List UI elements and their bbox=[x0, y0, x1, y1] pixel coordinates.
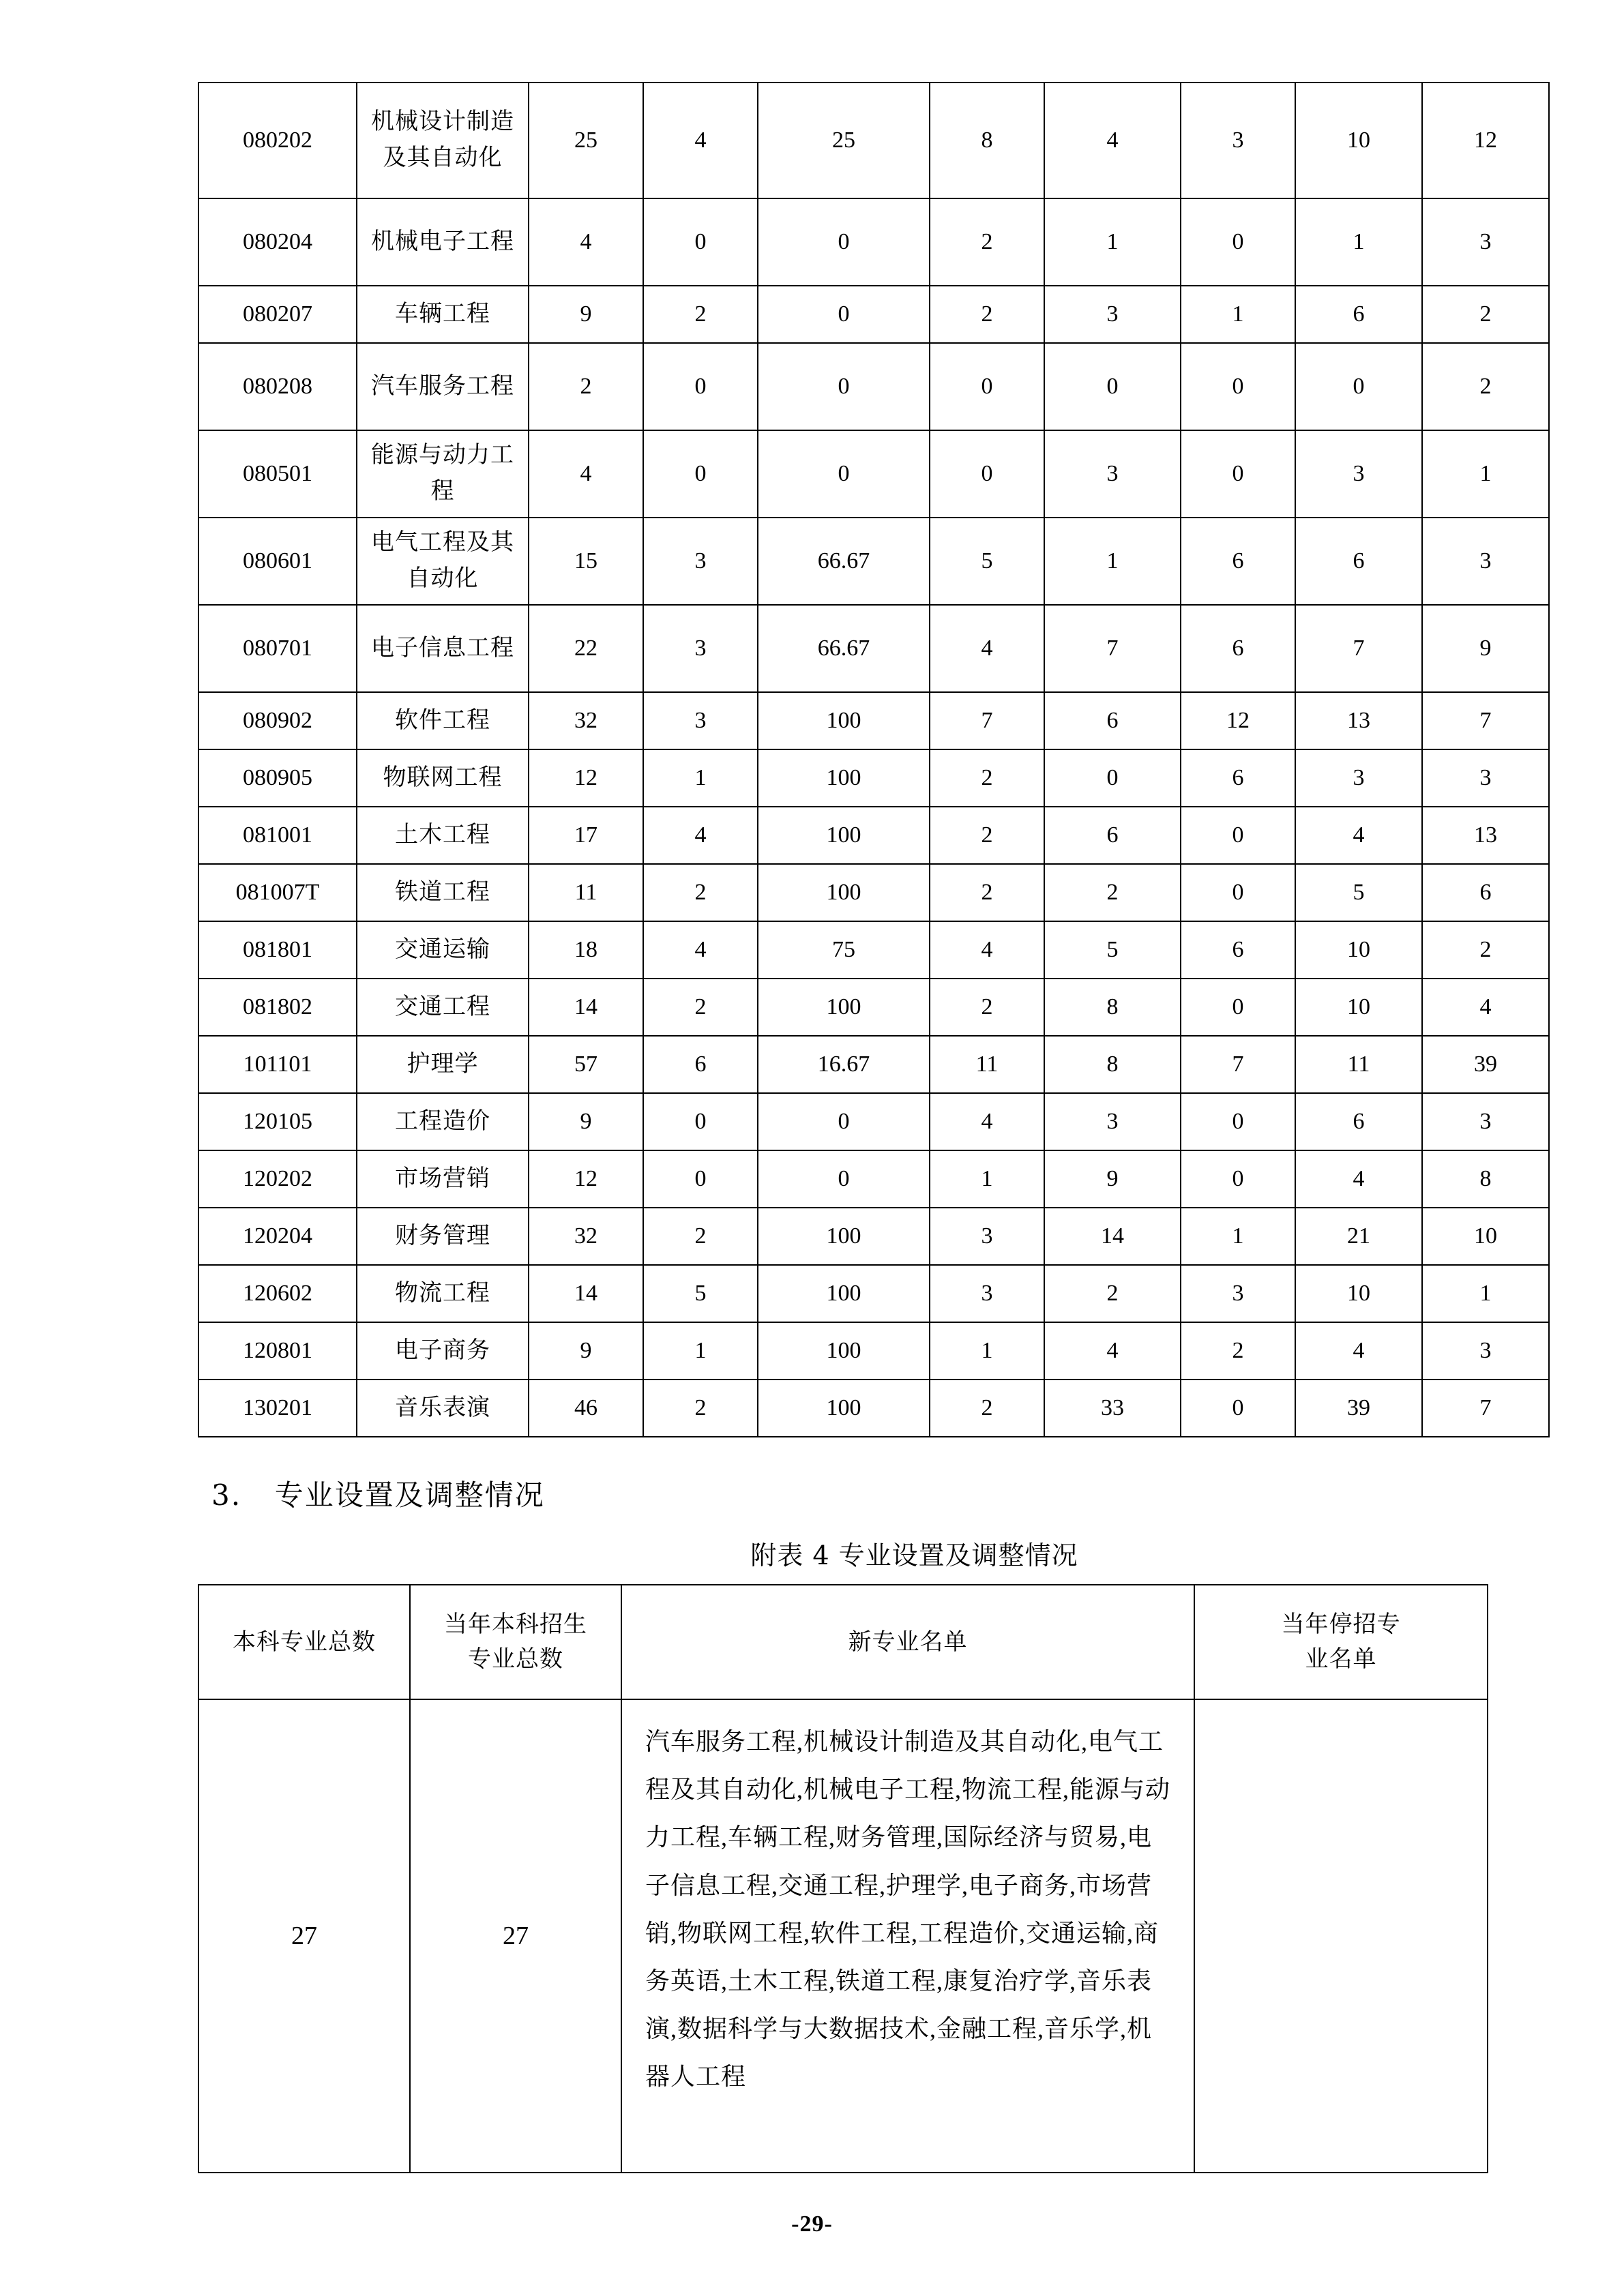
value-3: 100 bbox=[758, 807, 930, 864]
value-7: 10 bbox=[1295, 921, 1422, 979]
table-row bbox=[198, 198, 1549, 286]
value-4: 2 bbox=[930, 286, 1044, 343]
major-name: 交通工程 bbox=[357, 979, 529, 1036]
table-row bbox=[198, 1322, 1549, 1380]
value-4: 4 bbox=[930, 921, 1044, 979]
value-4: 2 bbox=[930, 807, 1044, 864]
major-name: 音乐表演 bbox=[357, 1380, 529, 1437]
value-5: 4 bbox=[1044, 1322, 1181, 1380]
value-8: 3 bbox=[1422, 518, 1549, 605]
value-6: 1 bbox=[1181, 286, 1295, 343]
table-row bbox=[198, 430, 1549, 518]
value-2: 0 bbox=[643, 198, 758, 286]
major-name: 交通运输 bbox=[357, 921, 529, 979]
major-name: 市场营销 bbox=[357, 1150, 529, 1208]
major-name: 机械设计制造及其自动化 bbox=[357, 83, 529, 198]
value-3: 100 bbox=[758, 864, 930, 921]
value-8: 2 bbox=[1422, 921, 1549, 979]
major-name: 财务管理 bbox=[357, 1208, 529, 1265]
value-4: 3 bbox=[930, 1265, 1044, 1322]
value-6: 6 bbox=[1181, 605, 1295, 692]
value-1: 57 bbox=[529, 1036, 643, 1093]
value-5: 2 bbox=[1044, 1265, 1181, 1322]
value-1: 17 bbox=[529, 807, 643, 864]
header-total-majors: 本科专业总数 bbox=[198, 1585, 410, 1699]
page-number: -29- bbox=[791, 2211, 833, 2237]
major-code: 080701 bbox=[198, 605, 357, 692]
value-3: 100 bbox=[758, 1322, 930, 1380]
value-7: 6 bbox=[1295, 286, 1422, 343]
value-8: 2 bbox=[1422, 343, 1549, 430]
value-2: 0 bbox=[643, 343, 758, 430]
value-7: 6 bbox=[1295, 518, 1422, 605]
major-name: 物联网工程 bbox=[357, 749, 529, 807]
value-3: 0 bbox=[758, 286, 930, 343]
value-3: 100 bbox=[758, 749, 930, 807]
table-row bbox=[198, 1208, 1549, 1265]
value-6: 0 bbox=[1181, 198, 1295, 286]
major-code: 120204 bbox=[198, 1208, 357, 1265]
value-7: 7 bbox=[1295, 605, 1422, 692]
section-number: 3. bbox=[211, 1478, 242, 1512]
value-7: 3 bbox=[1295, 749, 1422, 807]
value-3: 25 bbox=[758, 83, 930, 198]
value-7: 13 bbox=[1295, 692, 1422, 749]
value-2: 4 bbox=[643, 807, 758, 864]
value-6: 0 bbox=[1181, 864, 1295, 921]
value-6: 0 bbox=[1181, 343, 1295, 430]
value-3: 0 bbox=[758, 430, 930, 518]
value-4: 2 bbox=[930, 749, 1044, 807]
major-name: 物流工程 bbox=[357, 1265, 529, 1322]
value-8: 10 bbox=[1422, 1208, 1549, 1265]
table-row bbox=[198, 864, 1549, 921]
value-7: 3 bbox=[1295, 430, 1422, 518]
value-1: 9 bbox=[529, 286, 643, 343]
value-8: 8 bbox=[1422, 1150, 1549, 1208]
value-1: 32 bbox=[529, 692, 643, 749]
value-1: 32 bbox=[529, 1208, 643, 1265]
value-8: 3 bbox=[1422, 198, 1549, 286]
major-name: 机械电子工程 bbox=[357, 198, 529, 286]
major-code: 130201 bbox=[198, 1380, 357, 1437]
value-8: 7 bbox=[1422, 692, 1549, 749]
major-name: 铁道工程 bbox=[357, 864, 529, 921]
major-name: 工程造价 bbox=[357, 1093, 529, 1150]
major-name: 护理学 bbox=[357, 1036, 529, 1093]
value-6: 2 bbox=[1181, 1322, 1295, 1380]
value-4: 7 bbox=[930, 692, 1044, 749]
value-6: 7 bbox=[1181, 1036, 1295, 1093]
value-8: 13 bbox=[1422, 807, 1549, 864]
value-4: 2 bbox=[930, 198, 1044, 286]
majors-statistics-table bbox=[198, 82, 1550, 1437]
value-4: 4 bbox=[930, 1093, 1044, 1150]
value-8: 4 bbox=[1422, 979, 1549, 1036]
major-code: 080902 bbox=[198, 692, 357, 749]
table-row bbox=[198, 979, 1549, 1036]
value-1: 18 bbox=[529, 921, 643, 979]
value-2: 1 bbox=[643, 749, 758, 807]
major-code: 080501 bbox=[198, 430, 357, 518]
major-code: 080905 bbox=[198, 749, 357, 807]
value-2: 1 bbox=[643, 1322, 758, 1380]
value-2: 5 bbox=[643, 1265, 758, 1322]
major-name: 土木工程 bbox=[357, 807, 529, 864]
value-2: 2 bbox=[643, 979, 758, 1036]
value-7: 21 bbox=[1295, 1208, 1422, 1265]
value-1: 12 bbox=[529, 749, 643, 807]
value-4: 8 bbox=[930, 83, 1044, 198]
header-suspended-majors-line1: 当年停招专 bbox=[1281, 1612, 1401, 1637]
value-7: 11 bbox=[1295, 1036, 1422, 1093]
value-2: 2 bbox=[643, 286, 758, 343]
value-3: 66.67 bbox=[758, 605, 930, 692]
value-enrolling-majors: 27 bbox=[410, 1699, 621, 2173]
value-5: 33 bbox=[1044, 1380, 1181, 1437]
value-4: 11 bbox=[930, 1036, 1044, 1093]
value-1: 4 bbox=[529, 198, 643, 286]
value-7: 0 bbox=[1295, 343, 1422, 430]
value-6: 12 bbox=[1181, 692, 1295, 749]
major-name: 汽车服务工程 bbox=[357, 343, 529, 430]
major-name: 电子商务 bbox=[357, 1322, 529, 1380]
value-5: 8 bbox=[1044, 979, 1181, 1036]
value-5: 7 bbox=[1044, 605, 1181, 692]
major-code: 120202 bbox=[198, 1150, 357, 1208]
major-code: 101101 bbox=[198, 1036, 357, 1093]
value-3: 0 bbox=[758, 343, 930, 430]
major-code: 081801 bbox=[198, 921, 357, 979]
table-row bbox=[198, 1036, 1549, 1093]
value-6: 6 bbox=[1181, 749, 1295, 807]
value-5: 6 bbox=[1044, 692, 1181, 749]
value-1: 25 bbox=[529, 83, 643, 198]
major-code: 080208 bbox=[198, 343, 357, 430]
value-2: 2 bbox=[643, 1380, 758, 1437]
value-4: 5 bbox=[930, 518, 1044, 605]
value-5: 8 bbox=[1044, 1036, 1181, 1093]
value-7: 4 bbox=[1295, 1150, 1422, 1208]
value-5: 0 bbox=[1044, 343, 1181, 430]
value-5: 1 bbox=[1044, 518, 1181, 605]
value-5: 9 bbox=[1044, 1150, 1181, 1208]
value-8: 7 bbox=[1422, 1380, 1549, 1437]
value-5: 6 bbox=[1044, 807, 1181, 864]
value-3: 100 bbox=[758, 1208, 930, 1265]
value-2: 3 bbox=[643, 518, 758, 605]
value-2: 2 bbox=[643, 864, 758, 921]
value-1: 2 bbox=[529, 343, 643, 430]
value-2: 0 bbox=[643, 1093, 758, 1150]
major-name: 电子信息工程 bbox=[357, 605, 529, 692]
value-4: 2 bbox=[930, 864, 1044, 921]
table-row bbox=[198, 343, 1549, 430]
major-name: 能源与动力工程 bbox=[357, 430, 529, 518]
header-enrolling-majors bbox=[410, 1585, 621, 1699]
value-1: 14 bbox=[529, 979, 643, 1036]
value-2: 0 bbox=[643, 430, 758, 518]
table-row bbox=[198, 286, 1549, 343]
header-suspended-majors-line2: 业名单 bbox=[1305, 1647, 1377, 1672]
value-6: 0 bbox=[1181, 807, 1295, 864]
value-2: 2 bbox=[643, 1208, 758, 1265]
table-row bbox=[198, 83, 1549, 198]
table-row bbox=[198, 692, 1549, 749]
value-6: 3 bbox=[1181, 1265, 1295, 1322]
value-6: 1 bbox=[1181, 1208, 1295, 1265]
table-row bbox=[198, 1265, 1549, 1322]
major-code: 120801 bbox=[198, 1322, 357, 1380]
value-6: 0 bbox=[1181, 1380, 1295, 1437]
major-code: 081007T bbox=[198, 864, 357, 921]
program-setup-table bbox=[198, 1584, 1488, 2173]
table-row bbox=[198, 1585, 1488, 1699]
table-row bbox=[198, 1380, 1549, 1437]
value-6: 3 bbox=[1181, 83, 1295, 198]
value-5: 14 bbox=[1044, 1208, 1181, 1265]
value-3: 100 bbox=[758, 1265, 930, 1322]
value-8: 3 bbox=[1422, 749, 1549, 807]
value-5: 3 bbox=[1044, 286, 1181, 343]
value-1: 12 bbox=[529, 1150, 643, 1208]
header-enrolling-majors-line2: 专业总数 bbox=[468, 1647, 563, 1672]
section-title: 专业设置及调整情况 bbox=[274, 1478, 545, 1512]
major-code: 080204 bbox=[198, 198, 357, 286]
major-code: 080202 bbox=[198, 83, 357, 198]
value-3: 16.67 bbox=[758, 1036, 930, 1093]
header-enrolling-majors-line1: 当年本科招生 bbox=[444, 1612, 587, 1637]
value-2: 6 bbox=[643, 1036, 758, 1093]
value-8: 1 bbox=[1422, 430, 1549, 518]
value-7: 10 bbox=[1295, 979, 1422, 1036]
value-8: 3 bbox=[1422, 1322, 1549, 1380]
table-row bbox=[198, 1093, 1549, 1150]
value-2: 3 bbox=[643, 692, 758, 749]
major-code: 080207 bbox=[198, 286, 357, 343]
value-4: 0 bbox=[930, 430, 1044, 518]
table2-caption: 附表 4 专业设置及调整情况 bbox=[750, 1540, 1078, 1570]
value-7: 5 bbox=[1295, 864, 1422, 921]
table-row bbox=[198, 807, 1549, 864]
value-4: 1 bbox=[930, 1322, 1044, 1380]
table-row bbox=[198, 605, 1549, 692]
value-2: 4 bbox=[643, 83, 758, 198]
value-suspended-majors-list bbox=[1194, 1699, 1488, 2173]
major-code: 120602 bbox=[198, 1265, 357, 1322]
value-7: 10 bbox=[1295, 1265, 1422, 1322]
value-1: 4 bbox=[529, 430, 643, 518]
value-8: 2 bbox=[1422, 286, 1549, 343]
value-8: 12 bbox=[1422, 83, 1549, 198]
value-5: 0 bbox=[1044, 749, 1181, 807]
value-5: 2 bbox=[1044, 864, 1181, 921]
table-row bbox=[198, 518, 1549, 605]
value-5: 3 bbox=[1044, 1093, 1181, 1150]
value-3: 0 bbox=[758, 198, 930, 286]
value-5: 4 bbox=[1044, 83, 1181, 198]
value-8: 6 bbox=[1422, 864, 1549, 921]
value-5: 3 bbox=[1044, 430, 1181, 518]
value-3: 0 bbox=[758, 1150, 930, 1208]
value-8: 39 bbox=[1422, 1036, 1549, 1093]
section-heading bbox=[211, 1473, 1433, 1514]
value-7: 10 bbox=[1295, 83, 1422, 198]
value-3: 66.67 bbox=[758, 518, 930, 605]
value-3: 0 bbox=[758, 1093, 930, 1150]
table-row bbox=[198, 921, 1549, 979]
value-1: 22 bbox=[529, 605, 643, 692]
major-code: 081802 bbox=[198, 979, 357, 1036]
value-3: 100 bbox=[758, 1380, 930, 1437]
major-code: 080601 bbox=[198, 518, 357, 605]
major-code: 081001 bbox=[198, 807, 357, 864]
value-2: 4 bbox=[643, 921, 758, 979]
value-8: 1 bbox=[1422, 1265, 1549, 1322]
value-1: 46 bbox=[529, 1380, 643, 1437]
value-4: 1 bbox=[930, 1150, 1044, 1208]
value-4: 4 bbox=[930, 605, 1044, 692]
major-name: 车辆工程 bbox=[357, 286, 529, 343]
value-4: 0 bbox=[930, 343, 1044, 430]
value-7: 39 bbox=[1295, 1380, 1422, 1437]
value-new-majors-list: 汽车服务工程,机械设计制造及其自动化,电气工程及其自动化,机械电子工程,物流工程,能源与动力工程,车辆工程,财务管理,国际经济与贸易,电子信息工程,交通工程,护理学,电子商务,市场营销,物联网工程,软件工程,工程造价,交通运输,商务英语,土木工程,铁道工程,康复治疗学,音乐表演,数据科学与大数据技术,金融工程,音乐学,机器人工程 bbox=[621, 1699, 1194, 2173]
header-suspended-majors bbox=[1194, 1585, 1488, 1699]
value-1: 9 bbox=[529, 1322, 643, 1380]
value-7: 4 bbox=[1295, 807, 1422, 864]
major-name: 软件工程 bbox=[357, 692, 529, 749]
value-5: 1 bbox=[1044, 198, 1181, 286]
value-6: 6 bbox=[1181, 518, 1295, 605]
value-6: 0 bbox=[1181, 1150, 1295, 1208]
value-4: 3 bbox=[930, 1208, 1044, 1265]
value-1: 9 bbox=[529, 1093, 643, 1150]
header-new-majors: 新专业名单 bbox=[621, 1585, 1194, 1699]
table-row bbox=[198, 749, 1549, 807]
major-name: 电气工程及其自动化 bbox=[357, 518, 529, 605]
table-row bbox=[198, 1150, 1549, 1208]
major-code: 120105 bbox=[198, 1093, 357, 1150]
value-2: 0 bbox=[643, 1150, 758, 1208]
value-total-majors: 27 bbox=[198, 1699, 410, 2173]
value-6: 0 bbox=[1181, 1093, 1295, 1150]
value-2: 3 bbox=[643, 605, 758, 692]
value-8: 9 bbox=[1422, 605, 1549, 692]
value-6: 0 bbox=[1181, 979, 1295, 1036]
value-1: 14 bbox=[529, 1265, 643, 1322]
value-5: 5 bbox=[1044, 921, 1181, 979]
value-1: 11 bbox=[529, 864, 643, 921]
value-4: 2 bbox=[930, 979, 1044, 1036]
value-7: 6 bbox=[1295, 1093, 1422, 1150]
value-7: 1 bbox=[1295, 198, 1422, 286]
value-3: 100 bbox=[758, 692, 930, 749]
value-3: 75 bbox=[758, 921, 930, 979]
value-6: 0 bbox=[1181, 430, 1295, 518]
value-7: 4 bbox=[1295, 1322, 1422, 1380]
value-6: 6 bbox=[1181, 921, 1295, 979]
value-1: 15 bbox=[529, 518, 643, 605]
value-3: 100 bbox=[758, 979, 930, 1036]
value-8: 3 bbox=[1422, 1093, 1549, 1150]
table-row bbox=[198, 1699, 1488, 2173]
value-4: 2 bbox=[930, 1380, 1044, 1437]
